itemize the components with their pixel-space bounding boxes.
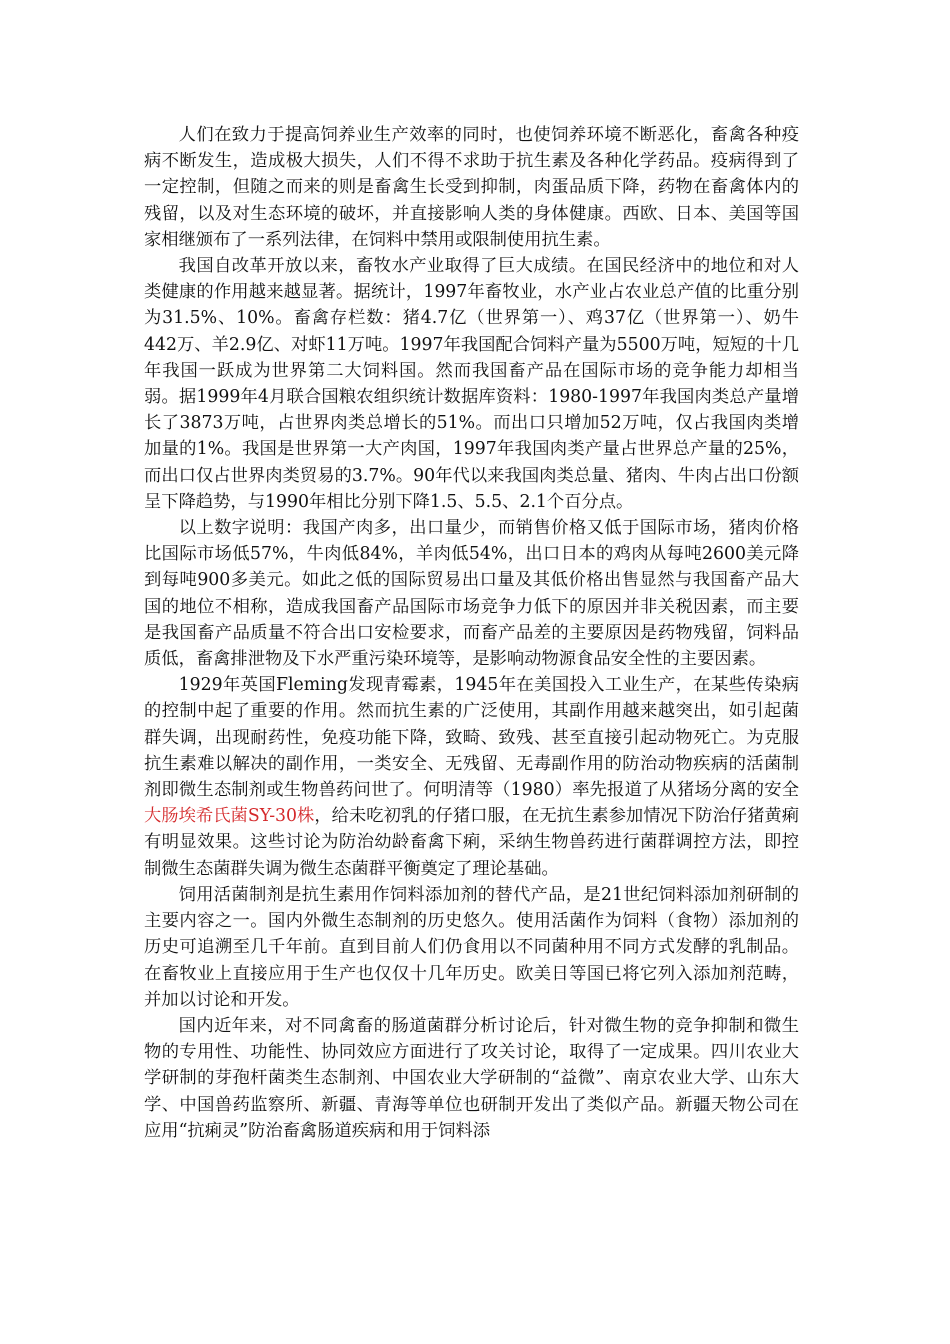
paragraph-3: 以上数字说明：我国产肉多，出口量少，而销售价格又低于国际市场，猪肉价格比国际市场低57%，牛肉低84%，羊肉低54%，出口日本的鸡肉从每吨2600美元降到每吨900多美元。如此之低的国际贸易出口量及其低价格出售显然与我国畜产品大国的地位不相称，造成我国畜产品国际市场竞争力低下的原因并非关税因素，而主要是我国畜产品质量不符合出口安检要求，而畜产品差的主要原因是药物残留，饲料品质低，畜禽排泄物及下水严重污染环境等，是影响动物源食品安全性的主要因素。 (144, 518, 799, 670)
paragraph-1: 人们在致力于提高饲养业生产效率的同时，也使饲养环境不断恶化，畜禽各种疫病不断发生，造成极大损失，人们不得不求助于抗生素及各种化学药品。疫病得到了一定控制，但随之而来的则是畜禽生长受到抑制，肉蛋品质下降，药物在畜禽体内的残留，以及对生态环境的破坏，并直接影响人类的身体健康。西欧、日本、美国等国家相继颁布了一系列法律，在饲料中禁用或限制使用抗生素。 (144, 125, 799, 250)
highlighted-strain-name: 大肠埃希氏菌SY-30株 (144, 806, 315, 827)
paragraph-5: 饲用活菌制剂是抗生素用作饲料添加剂的替代产品，是21世纪饲料添加剂研制的主要内容之一。国内外微生态制剂的历史悠久。使用活菌作为饲料（食物）添加剂的历史可追溯至几千年前。直到目前人们仍食用以不同菌种用不同方式发酵的乳制品。在畜牧业上直接应用于生产也仅仅十几年历史。欧美日等国已将它列入添加剂范畴，并加以讨论和开发。 (144, 884, 799, 1010)
paragraph-2: 我国自改革开放以来，畜牧水产业取得了巨大成绩。在国民经济中的地位和对人类健康的作用越来越显著。据统计，1997年畜牧业，水产业占农业总产值的比重分别为31.5%、10%。畜禽存栏数：猪4.7亿（世界第一）、鸡37亿（世界第一）、奶牛442万、羊2.9亿、对虾11万吨。1997年我国配合饲料产量为5500万吨，短短的十几年我国一跃成为世界第二大饲料国。然而我国畜产品在国际市场的竞争能力却相当弱。据1999年4月联合国粮农组织统计数据库资料：1980-1997年我国肉类总产量增长了3873万吨，占世界肉类总增长的51%。而出口只增加52万吨，仅占我国肉类增加量的1%。我国是世界第一大产肉国，1997年我国肉类产量占世界总产量的25%，而出口仅占世界肉类贸易的3.7%。90年代以来我国肉类总量、猪肉、牛肉占出口份额呈下降趋势，与1990年相比分别下降1.5、5.5、2.1个百分点。 (144, 256, 799, 512)
document-body (144, 122, 799, 1144)
paragraph-4-text-after: ，给未吃初乳的仔猪口服，在无抗生素参加情况下防治仔猪黄痢有明显效果。这些讨论为防治幼龄畜禽下痢，采纳生物兽药进行菌群调控方法，即控制微生态菌群失调为微生态菌群平衡奠定了理论基础。 (144, 806, 799, 879)
paragraph-6: 国内近年来，对不同禽畜的肠道菌群分析讨论后，针对微生物的竞争抑制和微生物的专用性、功能性、协同效应方面进行了攻关讨论，取得了一定成果。四川农业大学研制的芽孢杆菌类生态制剂、中国农业大学研制的“益微”、南京农业大学、山东大学、中国兽药监察所、新疆、青海等单位也研制开发出了类似产品。新疆天物公司在应用“抗痢灵”防治畜禽肠道疾病和用于饲料添 (144, 1015, 799, 1141)
paragraph-4 (144, 672, 799, 882)
paragraph-4-text-before: 1929年英国Fleming发现青霉素，1945年在美国投入工业生产，在某些传染病的控制中起了重要的作用。然而抗生素的广泛使用，其副作用越来越突出，如引起菌群失调，出现耐药性，免疫功能下降，致畸、致残、甚至直接引起动物死亡。为克服抗生素难以解决的副作用，一类安全、无残留、无毒副作用的防治动物疾病的活菌制剂即微生态制剂或生物兽药问世了。何明清等（1980）率先报道了从猪场分离的安全 (144, 675, 799, 801)
